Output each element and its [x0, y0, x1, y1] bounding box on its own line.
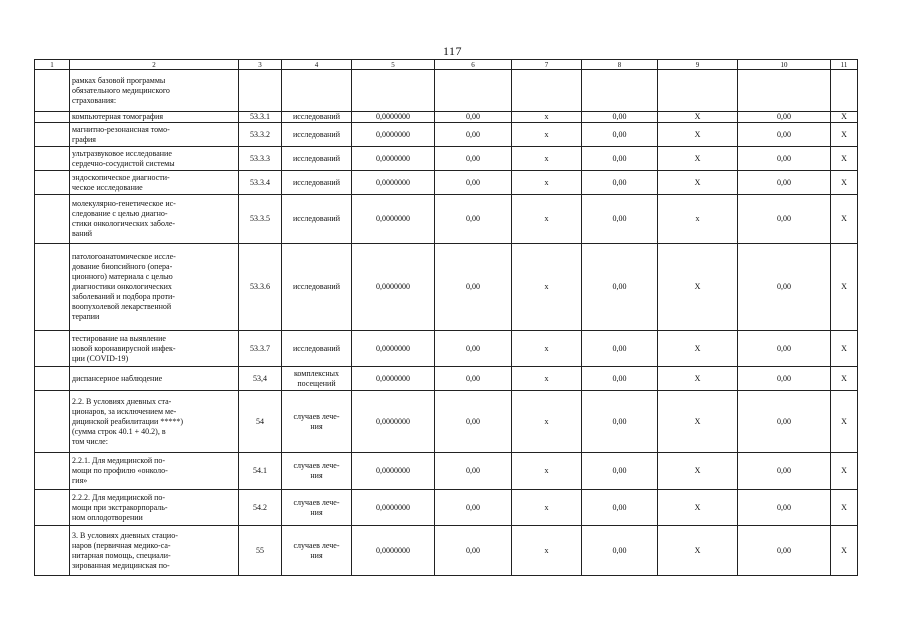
table-row [35, 171, 858, 195]
row-value-c11 [831, 70, 858, 112]
table-row [35, 391, 858, 453]
table-row [35, 112, 858, 123]
row-value-c7: x [512, 367, 582, 391]
column-header: 2 [70, 60, 239, 70]
row-value-c9: X [658, 147, 738, 171]
row-col-1 [35, 490, 70, 526]
column-header: 8 [582, 60, 658, 70]
row-value-c6: 0,00 [435, 453, 512, 490]
row-unit: случаев лече- ния [282, 490, 352, 526]
row-code: 55 [239, 526, 282, 576]
row-unit: исследований [282, 171, 352, 195]
row-code: 53.3.5 [239, 195, 282, 244]
row-code [239, 70, 282, 112]
row-code: 54.2 [239, 490, 282, 526]
row-value-c10: 0,00 [738, 367, 831, 391]
row-value-c10 [738, 70, 831, 112]
row-name: 2.2.1. Для медицинской по- мощи по профилю «онколо- гия» [70, 453, 239, 490]
row-value-c5: 0,0000000 [352, 123, 435, 147]
row-value-c6 [435, 70, 512, 112]
row-unit: исследований [282, 147, 352, 171]
row-value-c10: 0,00 [738, 526, 831, 576]
row-col-1 [35, 367, 70, 391]
row-col-1 [35, 391, 70, 453]
row-name: компьютерная томография [70, 112, 239, 123]
row-code: 53.3.4 [239, 171, 282, 195]
row-unit: случаев лече- ния [282, 453, 352, 490]
column-header: 11 [831, 60, 858, 70]
row-value-c8: 0,00 [582, 112, 658, 123]
row-value-c10: 0,00 [738, 490, 831, 526]
row-value-c5: 0,0000000 [352, 331, 435, 367]
row-col-1 [35, 195, 70, 244]
page-number: 117 [442, 44, 463, 58]
column-number-row [35, 60, 858, 70]
row-value-c11: X [831, 490, 858, 526]
row-code: 54.1 [239, 453, 282, 490]
column-header: 4 [282, 60, 352, 70]
row-value-c10: 0,00 [738, 244, 831, 331]
row-code: 53,4 [239, 367, 282, 391]
row-code: 53.3.3 [239, 147, 282, 171]
row-value-c9: X [658, 171, 738, 195]
row-unit: случаев лече- ния [282, 526, 352, 576]
row-value-c7: x [512, 453, 582, 490]
row-value-c8: 0,00 [582, 195, 658, 244]
row-code: 54 [239, 391, 282, 453]
row-value-c8: 0,00 [582, 453, 658, 490]
row-value-c7: x [512, 171, 582, 195]
row-value-c7: x [512, 244, 582, 331]
row-value-c9: X [658, 244, 738, 331]
row-name: магнитно-резонансная томо- графия [70, 123, 239, 147]
row-value-c9: X [658, 490, 738, 526]
row-value-c11: X [831, 195, 858, 244]
row-name: патологоанатомическое иссле- дование биопсийного (опера- ционного) материала с целью диагностики онкологических заболеваний и подбора проти- воопухолевой лекарственной терапии [70, 244, 239, 331]
row-name: рамках базовой программы обязательного медицинского страхования: [70, 70, 239, 112]
row-name: 2.2. В условиях дневных ста- ционаров, за исключением ме- дицинской реабилитации *****) (сумма строк 40.1 + 40.2), в том числе: [70, 391, 239, 453]
row-value-c5: 0,0000000 [352, 244, 435, 331]
row-value-c6: 0,00 [435, 367, 512, 391]
row-value-c11: X [831, 147, 858, 171]
row-value-c10: 0,00 [738, 453, 831, 490]
table-row [35, 195, 858, 244]
row-value-c8: 0,00 [582, 490, 658, 526]
row-value-c8: 0,00 [582, 391, 658, 453]
table-row [35, 526, 858, 576]
row-col-1 [35, 112, 70, 123]
row-unit: комплексных посещений [282, 367, 352, 391]
row-value-c8: 0,00 [582, 171, 658, 195]
row-value-c11: X [831, 367, 858, 391]
row-value-c6: 0,00 [435, 147, 512, 171]
row-value-c5: 0,0000000 [352, 490, 435, 526]
table-row [35, 453, 858, 490]
table-row [35, 490, 858, 526]
row-value-c11: X [831, 526, 858, 576]
row-value-c5: 0,0000000 [352, 195, 435, 244]
row-value-c8: 0,00 [582, 123, 658, 147]
row-value-c5: 0,0000000 [352, 112, 435, 123]
row-value-c9: X [658, 453, 738, 490]
row-unit: исследований [282, 112, 352, 123]
row-name: 2.2.2. Для медицинской по- мощи при экстракорпораль- ном оплодотворении [70, 490, 239, 526]
column-header: 1 [35, 60, 70, 70]
column-header: 7 [512, 60, 582, 70]
column-header: 5 [352, 60, 435, 70]
row-value-c7 [512, 70, 582, 112]
row-value-c8: 0,00 [582, 367, 658, 391]
row-value-c7: x [512, 490, 582, 526]
row-value-c8 [582, 70, 658, 112]
row-name: 3. В условиях дневных стацио- наров (первичная медико-са- нитарная помощь, специали- зированная медицинская по- [70, 526, 239, 576]
row-value-c7: x [512, 112, 582, 123]
row-unit: случаев лече- ния [282, 391, 352, 453]
row-value-c6: 0,00 [435, 244, 512, 331]
row-col-1 [35, 526, 70, 576]
table-row [35, 244, 858, 331]
row-value-c11: X [831, 244, 858, 331]
row-value-c6: 0,00 [435, 526, 512, 576]
data-table [34, 59, 858, 576]
row-value-c10: 0,00 [738, 123, 831, 147]
table-row [35, 147, 858, 171]
column-header: 10 [738, 60, 831, 70]
row-value-c7: x [512, 123, 582, 147]
row-col-1 [35, 331, 70, 367]
row-col-1 [35, 70, 70, 112]
row-value-c11: X [831, 391, 858, 453]
row-value-c9: X [658, 391, 738, 453]
column-header: 6 [435, 60, 512, 70]
row-name: эндоскопическое диагности- ческое исследование [70, 171, 239, 195]
row-value-c5: 0,0000000 [352, 367, 435, 391]
row-value-c6: 0,00 [435, 391, 512, 453]
row-value-c9: X [658, 112, 738, 123]
row-name: молекулярно-генетическое ис- следование с целью диагно- стики онкологических заболе- ваний [70, 195, 239, 244]
row-unit: исследований [282, 195, 352, 244]
row-value-c8: 0,00 [582, 244, 658, 331]
row-value-c7: x [512, 147, 582, 171]
row-value-c6: 0,00 [435, 195, 512, 244]
row-value-c7: x [512, 331, 582, 367]
row-value-c6: 0,00 [435, 331, 512, 367]
row-value-c10: 0,00 [738, 195, 831, 244]
row-value-c8: 0,00 [582, 147, 658, 171]
row-value-c10: 0,00 [738, 171, 831, 195]
row-value-c5: 0,0000000 [352, 147, 435, 171]
row-value-c11: X [831, 171, 858, 195]
row-value-c6: 0,00 [435, 112, 512, 123]
row-code: 53.3.2 [239, 123, 282, 147]
row-value-c10: 0,00 [738, 331, 831, 367]
row-col-1 [35, 244, 70, 331]
row-value-c6: 0,00 [435, 123, 512, 147]
row-value-c7: x [512, 195, 582, 244]
row-value-c9: x [658, 195, 738, 244]
row-col-1 [35, 123, 70, 147]
row-code: 53.3.1 [239, 112, 282, 123]
row-value-c11: X [831, 331, 858, 367]
row-value-c5: 0,0000000 [352, 526, 435, 576]
row-value-c9: X [658, 123, 738, 147]
row-value-c5: 0,0000000 [352, 453, 435, 490]
row-name: тестирование на выявление новой коронавирусной инфек- ции (COVID-19) [70, 331, 239, 367]
row-value-c11: X [831, 123, 858, 147]
row-value-c5: 0,0000000 [352, 391, 435, 453]
column-header: 9 [658, 60, 738, 70]
row-value-c6: 0,00 [435, 171, 512, 195]
row-value-c7: x [512, 391, 582, 453]
row-unit [282, 70, 352, 112]
row-name: диспансерное наблюдение [70, 367, 239, 391]
row-value-c8: 0,00 [582, 526, 658, 576]
row-value-c11: X [831, 453, 858, 490]
row-value-c9 [658, 70, 738, 112]
table-row [35, 70, 858, 112]
row-value-c9: X [658, 331, 738, 367]
row-unit: исследований [282, 244, 352, 331]
row-value-c7: x [512, 526, 582, 576]
row-name: ультразвуковое исследование сердечно-сосудистой системы [70, 147, 239, 171]
row-unit: исследований [282, 123, 352, 147]
row-value-c5 [352, 70, 435, 112]
row-code: 53.3.6 [239, 244, 282, 331]
row-value-c5: 0,0000000 [352, 171, 435, 195]
row-col-1 [35, 171, 70, 195]
table-row [35, 367, 858, 391]
table-row [35, 331, 858, 367]
row-value-c11: X [831, 112, 858, 123]
row-value-c10: 0,00 [738, 112, 831, 123]
row-unit: исследований [282, 331, 352, 367]
row-col-1 [35, 453, 70, 490]
row-value-c9: X [658, 526, 738, 576]
row-value-c10: 0,00 [738, 391, 831, 453]
row-code: 53.3.7 [239, 331, 282, 367]
row-value-c10: 0,00 [738, 147, 831, 171]
table-row [35, 123, 858, 147]
row-value-c8: 0,00 [582, 331, 658, 367]
row-value-c6: 0,00 [435, 490, 512, 526]
column-header: 3 [239, 60, 282, 70]
row-value-c9: X [658, 367, 738, 391]
row-col-1 [35, 147, 70, 171]
